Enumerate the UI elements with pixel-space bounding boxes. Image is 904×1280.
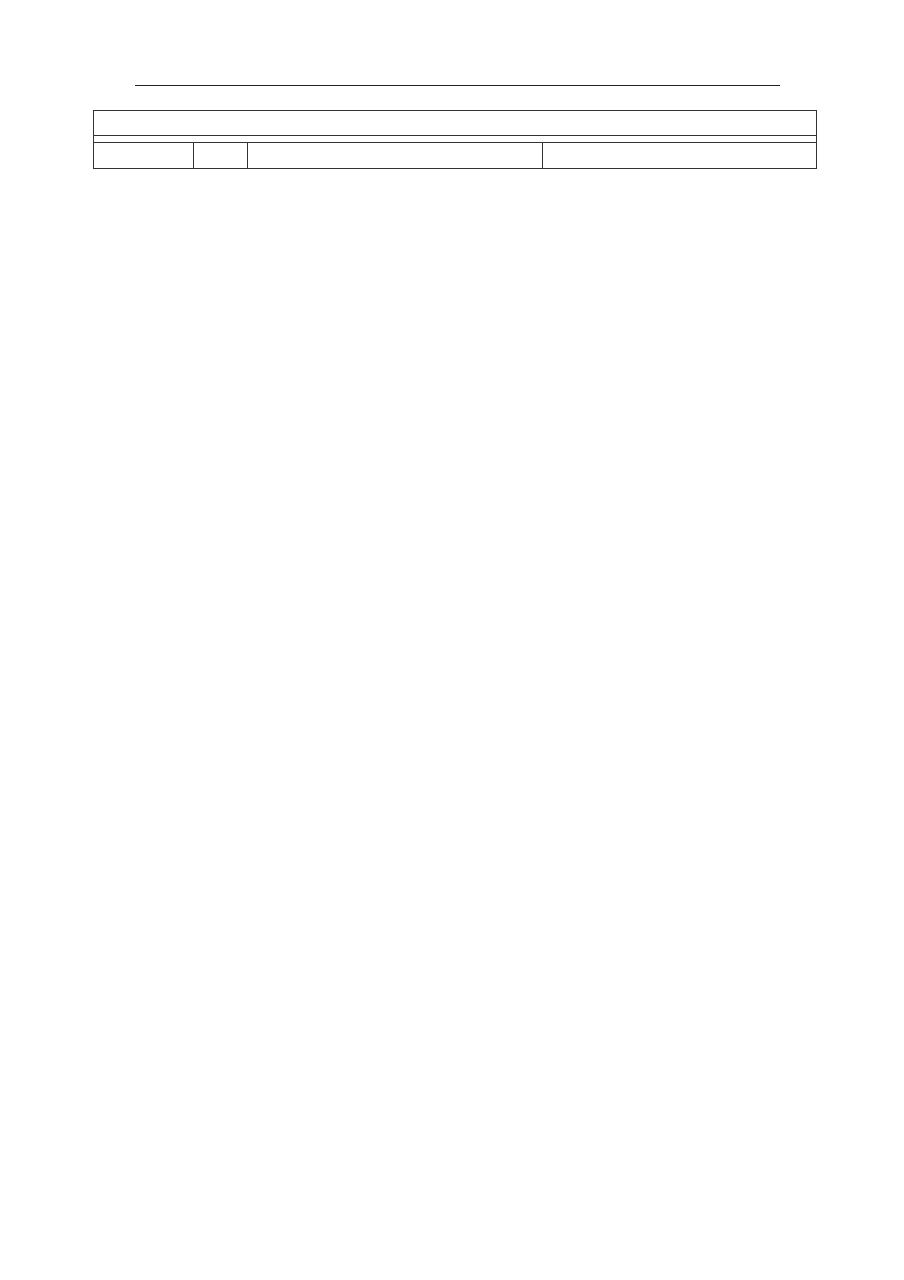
col-header-note <box>543 142 817 169</box>
page-header <box>135 62 780 86</box>
rate-record-figure <box>259 242 729 647</box>
col-header-register <box>94 142 194 169</box>
demand-section-note-cell <box>94 135 817 142</box>
demand-section-header <box>94 135 817 142</box>
header-rule <box>135 85 780 86</box>
table-row <box>94 111 817 136</box>
baidu-watermark <box>640 1160 870 1240</box>
col-header-type <box>194 142 248 169</box>
col-header-description <box>248 142 543 169</box>
demand-column-headers <box>94 142 817 169</box>
register-table <box>93 110 817 169</box>
blank-spacer-cell <box>94 111 817 136</box>
